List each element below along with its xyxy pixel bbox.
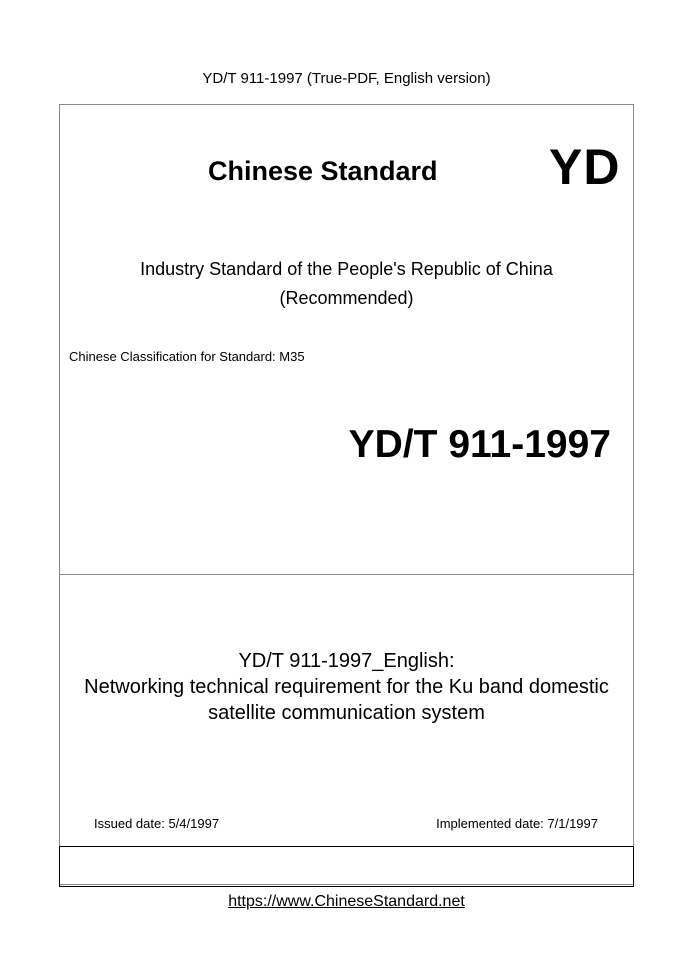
website-link[interactable]: https://www.ChineseStandard.net xyxy=(228,893,465,910)
issued-date: Issued date: 5/4/1997 xyxy=(94,816,220,831)
classification-text: Chinese Classification for Standard: M35 xyxy=(69,349,305,364)
recommended-line: (Recommended) xyxy=(279,288,414,308)
title-line-2: Networking technical requirement for the Ku band domestic xyxy=(84,676,609,698)
standard-mark: YD xyxy=(549,139,621,195)
industry-standard-line: Industry Standard of the People's Republic of China xyxy=(140,259,553,279)
standard-number: YD/T 911-1997 xyxy=(348,423,611,466)
cover-heading: Chinese Standard xyxy=(208,156,438,186)
document-title xyxy=(59,648,634,726)
cover-divider xyxy=(59,574,634,575)
title-line-1: YD/T 911-1997_English: xyxy=(238,650,455,672)
implemented-date: Implemented date: 7/1/1997 xyxy=(436,816,598,831)
cover-footer-box xyxy=(59,846,634,887)
title-line-3: satellite communication system xyxy=(208,702,485,724)
cover-frame xyxy=(59,104,634,885)
document-header-label: YD/T 911-1997 (True-PDF, English version) xyxy=(202,70,491,87)
